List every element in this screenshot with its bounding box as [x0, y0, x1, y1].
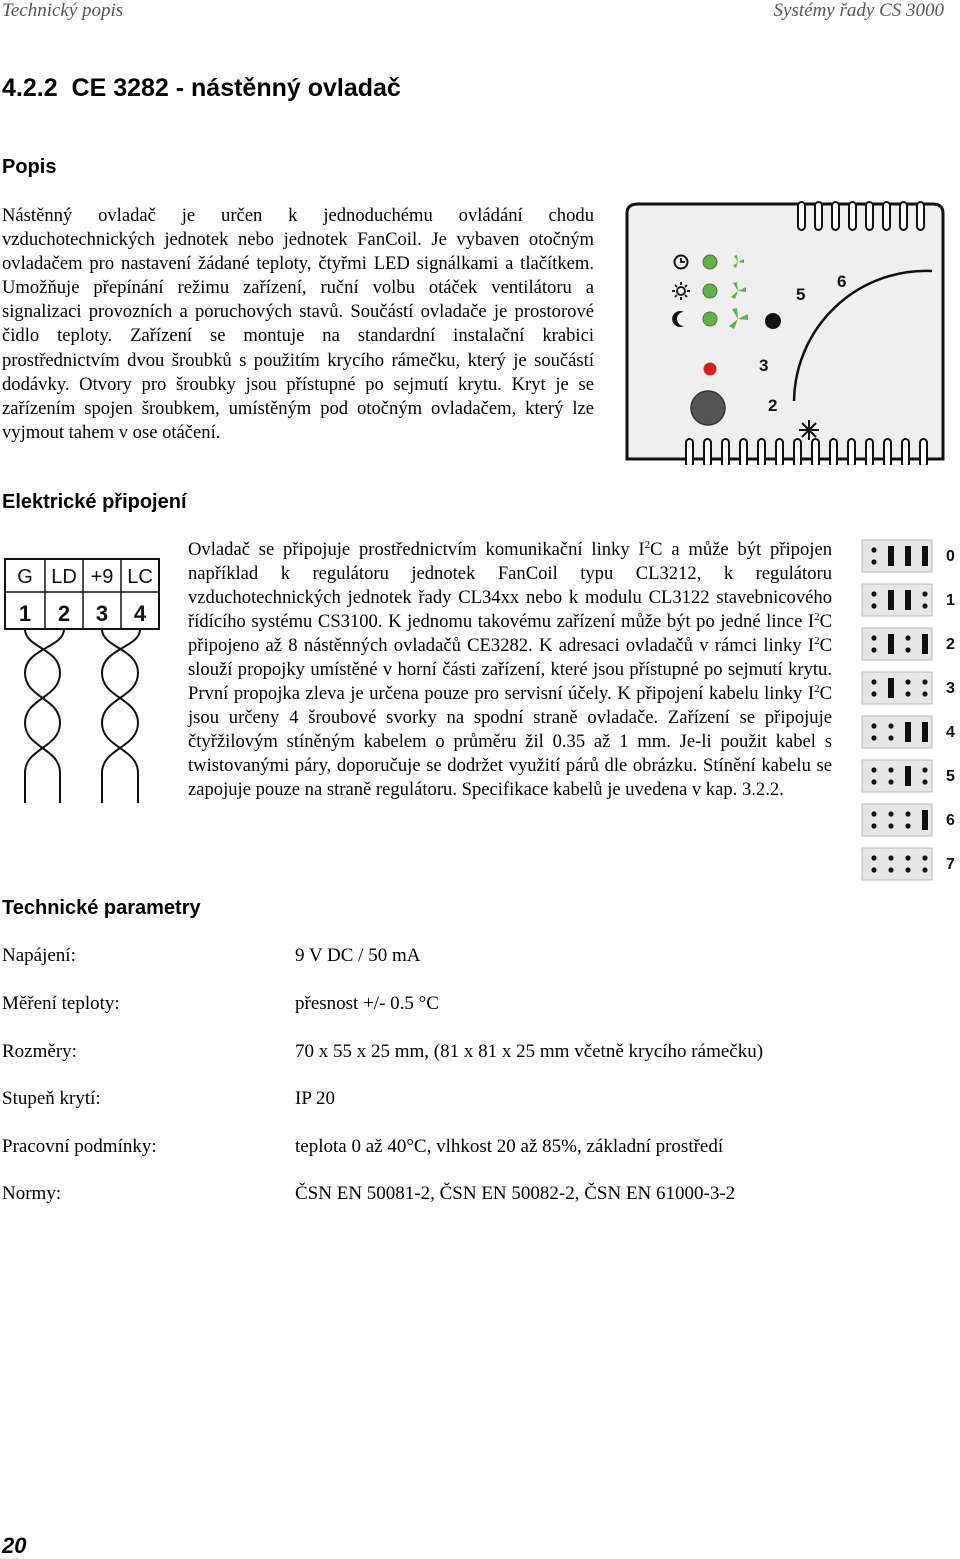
- knob-indicator: [765, 313, 781, 329]
- param-label-kryti: Stupeň krytí:: [2, 1088, 101, 1109]
- param-label-normy: Normy:: [2, 1183, 62, 1204]
- jumper-block: [862, 760, 932, 792]
- jumper-pin: [871, 559, 876, 564]
- terminal-number-1: 1: [18, 601, 32, 626]
- address-label-1: 1: [946, 592, 955, 609]
- jumper-block: [862, 672, 932, 704]
- twisted-pair-1: [25, 629, 64, 803]
- jumper-address-diagram: [860, 538, 958, 884]
- jumper-block: [862, 716, 932, 748]
- param-label-mereni: Měření teploty:: [2, 993, 120, 1014]
- running-header-left: Technický popis: [2, 0, 124, 21]
- terminal-number-2: 2: [57, 601, 71, 626]
- elektricke-text-1: Ovladač se připojuje prostřednictvím komunikační linky I: [188, 539, 645, 560]
- push-button[interactable]: [691, 391, 725, 425]
- param-value-napajeni: 9 V DC / 50 mA: [295, 945, 421, 966]
- jumper-pin: [888, 811, 893, 816]
- terminal-label-lc: LC: [127, 566, 153, 588]
- jumper-closed: [922, 546, 928, 566]
- jumper-pin: [871, 723, 876, 728]
- jumper-pin: [871, 635, 876, 640]
- address-label-3: 3: [946, 680, 955, 697]
- jumper-pin: [871, 779, 876, 784]
- jumper-pin: [888, 735, 893, 740]
- jumper-closed: [905, 766, 911, 786]
- jumper-pin: [922, 679, 927, 684]
- led-comfort: [703, 284, 717, 298]
- param-value-rozmery: 70 x 55 x 25 mm, (81 x 81 x 25 mm včetně krycího rámečku): [295, 1041, 764, 1062]
- jumper-pin: [888, 867, 893, 872]
- param-value-mereni: přesnost +/- 0.5 °C: [295, 993, 439, 1014]
- terminal-diagram: [4, 558, 160, 803]
- section-title-text: CE 3282 - nástěnný ovladač: [71, 74, 401, 102]
- elektricke-body: [188, 538, 832, 802]
- jumper-pin: [871, 691, 876, 696]
- jumper-closed: [905, 546, 911, 566]
- address-label-5: 5: [946, 768, 955, 785]
- jumper-pin: [871, 679, 876, 684]
- superscript-2: 2: [814, 610, 820, 623]
- jumper-pin: [871, 603, 876, 608]
- jumper-closed: [905, 722, 911, 742]
- superscript-2: 2: [644, 538, 651, 551]
- jumper-pin: [888, 855, 893, 860]
- jumper-closed: [888, 634, 894, 654]
- dial-number-6: 6: [837, 272, 847, 291]
- led-economy: [703, 312, 717, 326]
- technicke-heading: Technické parametry: [2, 897, 201, 919]
- jumper-pin: [871, 855, 876, 860]
- running-header-right: Systémy řady CS 3000: [773, 0, 944, 21]
- jumper-pin: [905, 647, 910, 652]
- jumper-pin: [922, 779, 927, 784]
- jumper-pin: [905, 811, 910, 816]
- jumper-block: [862, 628, 932, 660]
- param-value-podminky: teplota 0 až 40°C, vlhkost 20 až 85%, základní prostředí: [295, 1136, 724, 1157]
- jumper-pin: [922, 691, 927, 696]
- address-label-0: 0: [946, 548, 955, 565]
- jumper-pin: [905, 635, 910, 640]
- elektricke-text-5: C jsou určeny 4 šroubové svorky na spodní straně ovladače. Zařízení se připojuje čtyřžilovým stíněným kabelem o průměru žil 0.35 až 1 mm. Je-li použit kabel s twistovanými páry, doporučuje se dodržet využití párů dle obrázku. Stínění kabelu se zapojuje pouze na straně regulátoru. Specifikace kabelů je uvedena v kap. 3.2.2.: [188, 683, 832, 800]
- address-label-6: 6: [946, 812, 955, 829]
- address-label-4: 4: [946, 724, 955, 741]
- jumper-pin: [888, 767, 893, 772]
- elektricke-heading: Elektrické připojení: [2, 491, 187, 513]
- param-value-kryti: IP 20: [295, 1088, 335, 1109]
- superscript-2: 2: [814, 682, 820, 695]
- terminal-number-3: 3: [95, 601, 109, 626]
- address-label-2: 2: [946, 636, 955, 653]
- jumper-pin: [871, 823, 876, 828]
- led-auto: [703, 255, 717, 269]
- jumper-pin: [871, 647, 876, 652]
- jumper-closed: [905, 590, 911, 610]
- jumper-pin: [922, 603, 927, 608]
- section-number: 4.2.2: [2, 74, 58, 102]
- jumper-pin: [905, 679, 910, 684]
- jumper-pin: [888, 723, 893, 728]
- jumper-pin: [871, 867, 876, 872]
- terminal-label-9v: +9: [90, 566, 114, 588]
- jumper-pin: [871, 735, 876, 740]
- superscript-2: 2: [814, 634, 820, 647]
- jumper-closed: [922, 810, 928, 830]
- dial-number-5: 5: [796, 285, 806, 304]
- jumper-closed: [922, 722, 928, 742]
- jumper-block: [862, 584, 932, 616]
- jumper-closed: [888, 590, 894, 610]
- snowflake-icon: [799, 420, 819, 440]
- jumper-closed: [922, 634, 928, 654]
- address-label-7: 7: [946, 856, 955, 873]
- jumper-pin: [888, 823, 893, 828]
- jumper-pin: [905, 691, 910, 696]
- jumper-pin: [871, 591, 876, 596]
- dial-number-3: 3: [759, 356, 769, 375]
- elektricke-text-4: C slouží propojky umístěné v horní části zařízení, které jsou přístupné po sejmutí krytu. První propojka zleva je určena pouze pro servisní účely. K připojení kabelu linky I: [188, 635, 832, 704]
- section-title: [2, 74, 401, 103]
- param-label-napajeni: Napájení:: [2, 945, 76, 966]
- jumper-pin: [905, 867, 910, 872]
- jumper-pin: [905, 823, 910, 828]
- jumper-block: [862, 848, 932, 880]
- jumper-pin: [871, 811, 876, 816]
- terminal-number-4: 4: [133, 601, 147, 626]
- dial-number-2: 2: [768, 396, 778, 415]
- jumper-pin: [871, 767, 876, 772]
- jumper-pin: [922, 867, 927, 872]
- param-label-podminky: Pracovní podmínky:: [2, 1136, 157, 1157]
- jumper-pin: [922, 591, 927, 596]
- page-number: 20: [2, 1533, 27, 1558]
- popis-body: Nástěnný ovladač je určen k jednoduchému ovládání chodu vzduchotechnických jednotek nebo jednotek FanCoil. Je vybaven otočným ovladačem pro nastavení žádané teploty, čtyřmi LED signálkami a tlačítkem. Umožňuje přepínání režimu zařízení, ruční volbu otáček ventilátoru a signalizaci provozních a poruchových stavů. Součástí ovladače je prostorové čidlo teploty. Zařízení se montuje na standardní instalační krabici prostřednictvím dvou šroubků s použitím krycího rámečku, který je součástí dodávky. Otvory pro šroubky jsou přístupné po sejmutí krytu. Kryt je se zařízením spojen šroubkem, umístěným pod otočným ovladačem, který lze vyjmout tahem v ose otáčení.: [2, 205, 594, 443]
- jumper-pin: [871, 547, 876, 552]
- param-value-normy: ČSN EN 50081-2, ČSN EN 50082-2, ČSN EN 61000-3-2: [295, 1183, 736, 1204]
- jumper-block: [862, 540, 932, 572]
- popis-heading: Popis: [2, 156, 57, 178]
- led-fault: [704, 363, 717, 376]
- terminal-label-ld: LD: [51, 566, 77, 588]
- jumper-block: [862, 804, 932, 836]
- jumper-pin: [888, 779, 893, 784]
- elektricke-text-2: C a může být připojen například k regulátoru jednotek FanCoil typu CL3212, k regulátoru vzduchotechnických jednotek řady CL34xx nebo k modulu CL3122 stavebnicového řídícího systému CS3100. K jednomu takovému zařízení může být po jedné lince I: [188, 539, 832, 632]
- twisted-pair-2: [102, 629, 140, 803]
- elektricke-text-3: C připojeno až 8 nástěnných ovladačů CE3282. K adresaci ovladačů v rámci linky I: [188, 611, 832, 656]
- jumper-closed: [888, 678, 894, 698]
- param-label-rozmery: Rozměry:: [2, 1041, 77, 1062]
- device-illustration: [622, 201, 948, 465]
- terminal-label-g: G: [17, 566, 33, 588]
- jumper-pin: [905, 855, 910, 860]
- jumper-pin: [922, 767, 927, 772]
- jumper-closed: [888, 546, 894, 566]
- jumper-pin: [922, 855, 927, 860]
